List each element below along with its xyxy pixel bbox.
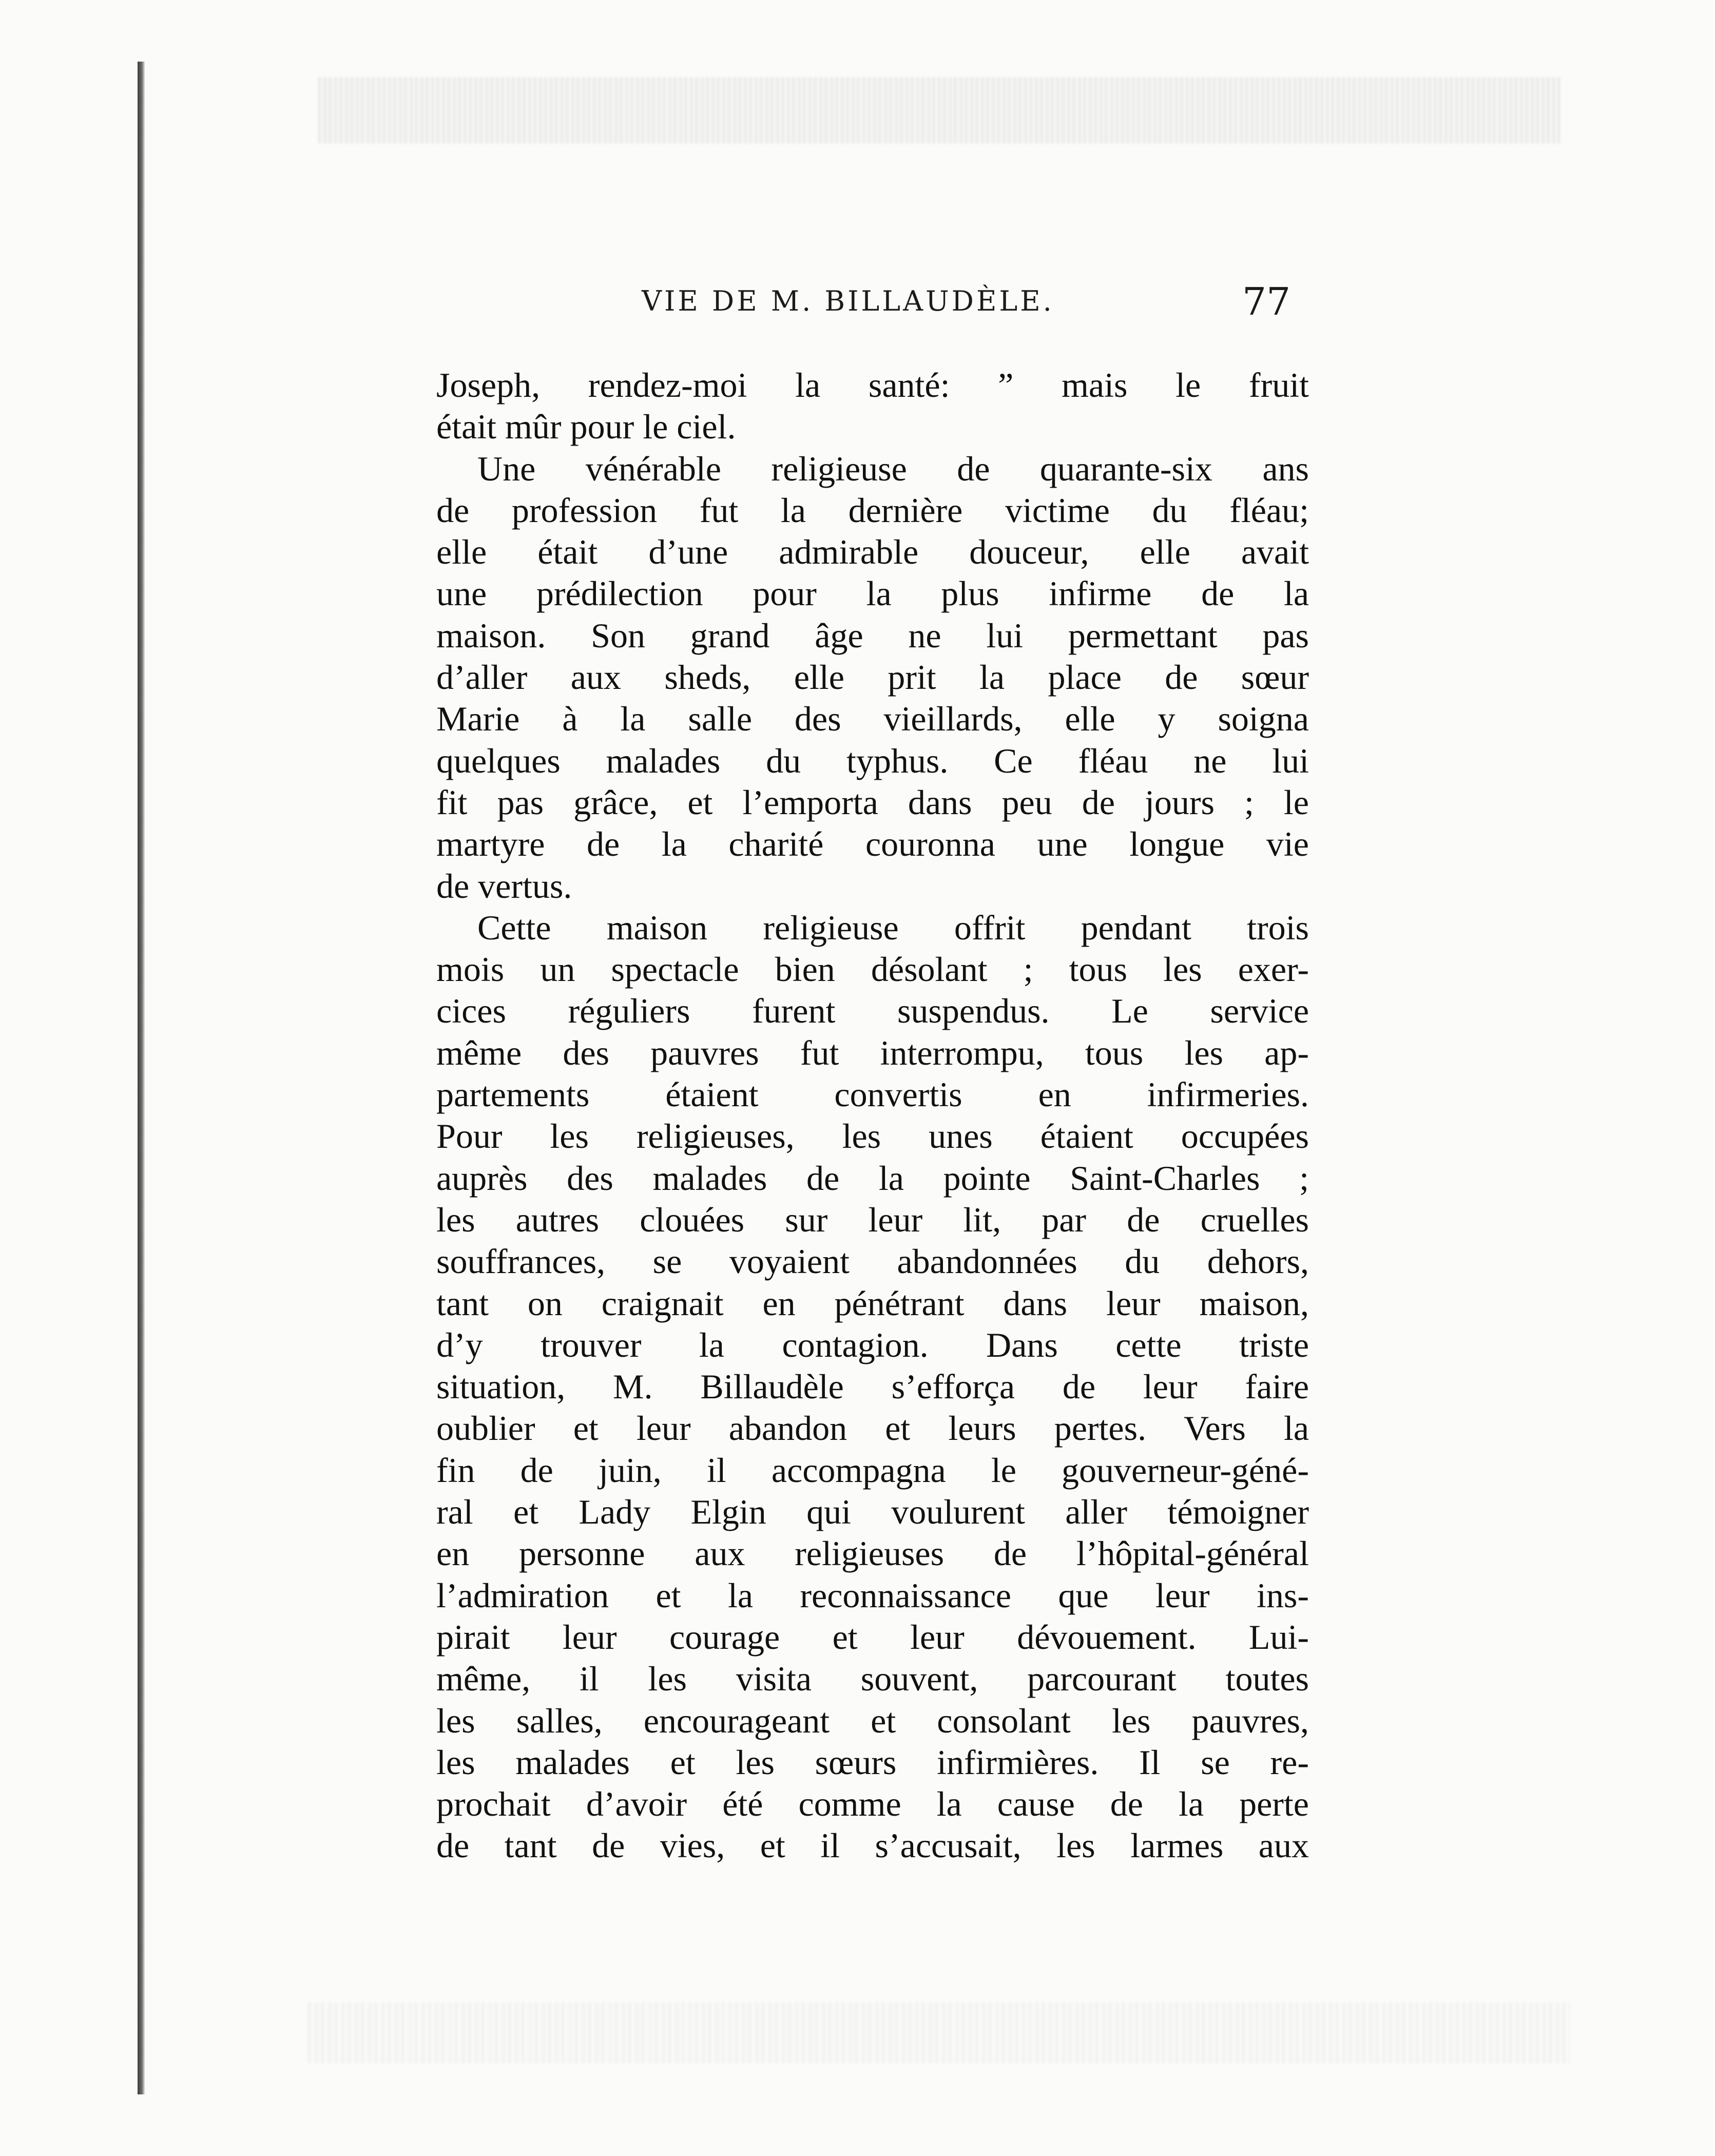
text-line: martyre de la charité couronna une longue vie — [436, 824, 1309, 864]
text-line: les salles, encourageant et consolant les pauvres, — [436, 1701, 1309, 1740]
text-line: prochait d’avoir été comme la cause de la perte — [436, 1784, 1309, 1824]
text-line: Joseph, rendez-moi la santé: ” mais le fruit — [436, 365, 1309, 405]
text-line: était mûr pour le ciel. — [436, 407, 736, 447]
text-line: en personne aux religieuses de l’hôpital-général — [436, 1534, 1309, 1573]
text-line: auprès des malades de la pointe Saint-Charles ; — [436, 1158, 1309, 1198]
text-line: même, il les visita souvent, parcourant toutes — [436, 1659, 1309, 1699]
text-line: souffrances, se voyaient abandonnées du dehors, — [436, 1242, 1309, 1281]
text-line: les malades et les sœurs infirmières. Il se re- — [436, 1742, 1309, 1782]
text-line: de vertus. — [436, 866, 572, 906]
binding-shadow — [138, 62, 145, 2094]
text-line: fit pas grâce, et l’emporta dans peu de jours ; le — [436, 782, 1309, 822]
text-line: les autres clouées sur leur lit, par de cruelles — [436, 1200, 1309, 1239]
text-line: une prédilection pour la plus infirme de la — [436, 574, 1309, 613]
text-line: elle était d’une admirable douceur, elle avait — [436, 532, 1309, 572]
text-line: d’aller aux sheds, elle prit la place de sœur — [436, 658, 1309, 697]
page-number: 77 — [1242, 280, 1291, 324]
text-line: pirait leur courage et leur dévouement. Lui- — [436, 1617, 1309, 1657]
text-line: tant on craignait en pénétrant dans leur maison, — [436, 1283, 1309, 1323]
text-line: de profession fut la dernière victime du fléau; — [436, 490, 1309, 530]
bleed-through-bottom — [308, 2002, 1571, 2064]
text-line: maison. Son grand âge ne lui permettant pas — [436, 615, 1309, 655]
text-line: ral et Lady Elgin qui voulurent aller témoigner — [436, 1492, 1309, 1532]
text-line: Pour les religieuses, les unes étaient occupées — [436, 1116, 1309, 1156]
body-text — [436, 364, 1309, 1867]
running-head: VIE DE M. BILLAUDÈLE. — [642, 285, 1054, 317]
text-line: même des pauvres fut interrompu, tous les ap- — [436, 1033, 1309, 1072]
text-line: Une vénérable religieuse de quarante-six ans — [477, 449, 1309, 488]
text-line: cices réguliers furent suspendus. Le service — [436, 991, 1309, 1031]
text-line: de tant de vies, et il s’accusait, les larmes aux — [436, 1826, 1309, 1865]
text-line: partements étaient convertis en infirmeries. — [436, 1075, 1309, 1114]
text-line: quelques malades du typhus. Ce fléau ne lui — [436, 741, 1309, 780]
text-line: l’admiration et la reconnaissance que leur ins- — [436, 1575, 1309, 1615]
bleed-through-top — [318, 77, 1560, 144]
text-line: Marie à la salle des vieillards, elle y soigna — [436, 699, 1309, 739]
text-line: oublier et leur abandon et leurs pertes. Vers la — [436, 1409, 1309, 1448]
text-line: fin de juin, il accompagna le gouverneur-géné- — [436, 1450, 1309, 1490]
text-line: d’y trouver la contagion. Dans cette triste — [436, 1325, 1309, 1364]
text-line: Cette maison religieuse offrit pendant trois — [477, 908, 1309, 947]
text-line: situation, M. Billaudèle s’efforça de leur faire — [436, 1367, 1309, 1407]
text-line: mois un spectacle bien désolant ; tous les exer- — [436, 950, 1309, 989]
